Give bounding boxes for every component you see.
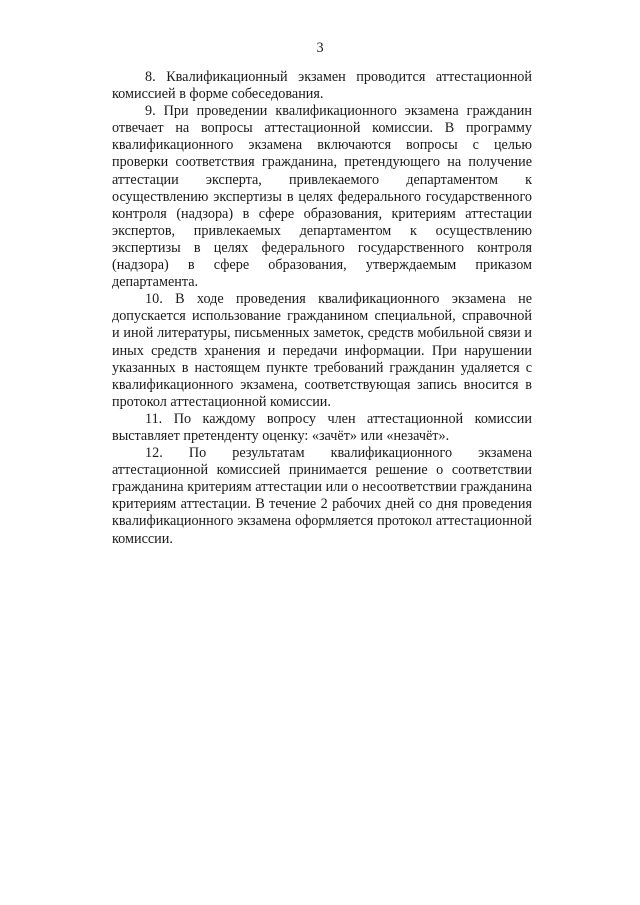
paragraph-11: 11. По каждому вопросу член аттестационной комиссии выставляет претенденту оценку: «зачёт» или «незачёт». — [112, 410, 532, 444]
document-body — [112, 69, 532, 548]
page-number: 3 — [316, 40, 324, 56]
paragraph-12: 12. По результатам квалификационного экзамена аттестационной комиссией принимается решение о соответствии гражданина критериям аттестации или о несоответствии гражданина критериям аттестации. В течение 2 рабочих дней со дня проведения квалификационного экзамена оформляется протокол аттестационной комиссии. — [112, 445, 532, 547]
paragraph-8: 8. Квалификационный экзамен проводится аттестационной комиссией в форме собеседования. — [112, 69, 532, 103]
paragraph-9: 9. При проведении квалификационного экзамена гражданин отвечает на вопросы аттестационной комиссии. В программу квалификационного экзамена включаются вопросы с целью проверки соответствия гражданина, претендующего на получение аттестации эксперта, привлекаемого департаментом к осуществлению экспертизы в целях федерального государственного контроля (надзора) в сфере образования, критериям аттестации экспертов, привлекаемых департаментом к осуществлению экспертизы в целях федерального государственного контроля (надзора) в сфере образования, утверждаемым приказом департамента. — [112, 103, 532, 291]
paragraph-10: 10. В ходе проведения квалификационного экзамена не допускается использование гражданином специальной, справочной и иной литературы, письменных заметок, средств мобильной связи и иных средств хранения и передачи информации. При нарушении указанных в настоящем пункте требований гражданин удаляется с квалификационного экзамена, соответствующая запись вносится в протокол аттестационной комиссии. — [112, 291, 532, 410]
